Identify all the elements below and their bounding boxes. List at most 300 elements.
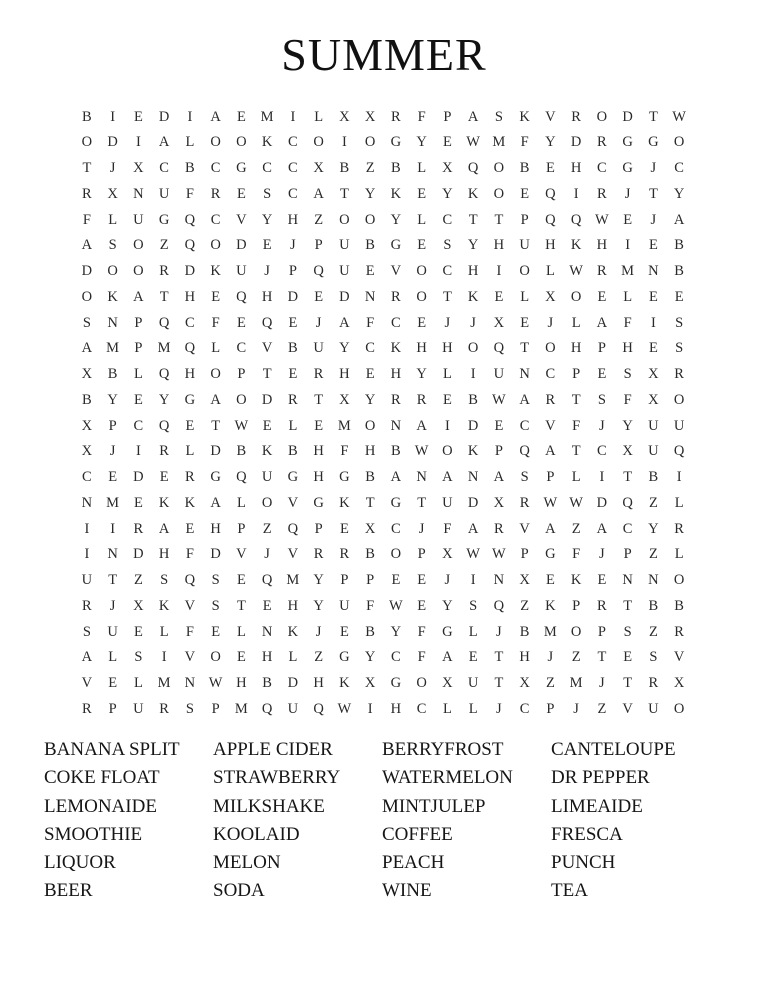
grid-cell: X xyxy=(81,417,93,434)
grid-cell: R xyxy=(82,185,92,202)
grid-cell: A xyxy=(81,237,93,254)
grid-cell: H xyxy=(261,288,273,305)
grid-cell: B xyxy=(674,237,684,254)
grid-cell: G xyxy=(390,237,402,254)
grid-cell: V xyxy=(545,417,556,434)
grid-cell: N xyxy=(416,469,427,486)
grid-cell: T xyxy=(159,288,169,305)
grid-cell: P xyxy=(520,211,529,228)
grid-cell: B xyxy=(339,160,350,177)
grid-cell: N xyxy=(261,623,273,640)
grid-cell: H xyxy=(493,237,505,254)
grid-cell: P xyxy=(237,520,246,537)
grid-cell: I xyxy=(84,520,90,537)
grid-cell: F xyxy=(443,520,452,537)
grid-cell: R xyxy=(597,185,607,202)
word-list-item: TEA xyxy=(551,880,588,902)
grid-cell: N xyxy=(81,494,93,511)
grid-cell: I xyxy=(135,443,141,460)
grid-cell: F xyxy=(366,597,375,614)
grid-cell: V xyxy=(287,546,299,563)
grid-cell: H xyxy=(622,340,633,357)
grid-cell: P xyxy=(623,546,632,563)
grid-cell: T xyxy=(623,469,633,486)
grid-cell: U xyxy=(287,700,299,717)
grid-cell: K xyxy=(390,340,402,357)
grid-cell: X xyxy=(339,108,350,125)
grid-cell: O xyxy=(570,623,582,640)
grid-cell: X xyxy=(442,546,453,563)
grid-cell: O xyxy=(416,288,427,305)
grid-cell: X xyxy=(545,288,556,305)
grid-cell: K xyxy=(339,675,350,692)
grid-cell: S xyxy=(597,391,606,408)
word-list-item: MILKSHAKE xyxy=(213,795,325,817)
grid-cell: J xyxy=(290,237,296,254)
grid-cell: R xyxy=(339,546,350,563)
grid-cell: E xyxy=(545,160,555,177)
grid-cell: E xyxy=(417,237,427,254)
grid-cell: E xyxy=(236,108,246,125)
grid-cell: X xyxy=(648,366,659,383)
grid-cell: X xyxy=(673,675,685,692)
grid-cell: A xyxy=(158,134,170,151)
grid-cell: U xyxy=(133,211,144,228)
grid-cell: Q xyxy=(261,314,273,331)
grid-cell: B xyxy=(107,366,118,383)
grid-cell: E xyxy=(288,366,298,383)
grid-cell: C xyxy=(391,520,401,537)
grid-cell: E xyxy=(494,417,504,434)
grid-cell: D xyxy=(339,288,350,305)
grid-cell: K xyxy=(390,185,402,202)
grid-cell: L xyxy=(417,160,427,177)
grid-cell: H xyxy=(313,443,324,460)
grid-cell: O xyxy=(133,263,144,280)
grid-cell: K xyxy=(545,597,556,614)
grid-cell: O xyxy=(339,211,350,228)
grid-cell: E xyxy=(597,572,607,589)
grid-cell: H xyxy=(313,469,324,486)
grid-cell: P xyxy=(597,340,606,357)
grid-cell: R xyxy=(494,520,504,537)
grid-cell: P xyxy=(340,572,349,589)
grid-cell: O xyxy=(81,288,93,305)
word-list-item: BANANA SPLIT xyxy=(44,739,180,760)
grid-cell: Q xyxy=(184,211,196,228)
grid-cell: Z xyxy=(133,572,143,589)
grid-cell: E xyxy=(108,469,118,486)
grid-cell: R xyxy=(674,520,684,537)
grid-cell: C xyxy=(545,366,556,383)
grid-cell: Y xyxy=(339,340,350,357)
word-list xyxy=(44,736,720,906)
grid-cell: R xyxy=(597,134,607,151)
grid-cell: B xyxy=(674,597,684,614)
word-list-column xyxy=(44,736,213,906)
grid-cell: H xyxy=(158,546,170,563)
grid-cell: U xyxy=(519,237,530,254)
grid-cell: S xyxy=(211,597,220,614)
grid-cell: X xyxy=(648,391,659,408)
grid-cell: X xyxy=(339,391,350,408)
grid-cell: G xyxy=(545,546,556,563)
grid-cell: G xyxy=(390,134,402,151)
grid-cell: P xyxy=(237,366,246,383)
grid-cell: Z xyxy=(648,623,658,640)
grid-cell: X xyxy=(133,160,144,177)
grid-cell: Y xyxy=(313,597,324,614)
word-list-item: LIQUOR xyxy=(44,852,116,874)
grid-cell: J xyxy=(264,546,270,563)
grid-cell: B xyxy=(391,160,401,177)
grid-cell: S xyxy=(623,366,632,383)
grid-cell: W xyxy=(569,494,583,511)
grid-cell: R xyxy=(210,185,221,202)
grid-cell: S xyxy=(443,237,452,254)
grid-cell: E xyxy=(494,288,504,305)
grid-cell: R xyxy=(674,623,684,640)
grid-cell: W xyxy=(466,134,480,151)
grid-cell: O xyxy=(570,288,582,305)
grid-cell: O xyxy=(261,494,273,511)
grid-cell: D xyxy=(467,417,479,434)
grid-cell: S xyxy=(469,597,478,614)
word-list-item: COKE FLOAT xyxy=(44,767,160,789)
grid-cell: S xyxy=(263,185,272,202)
grid-cell: T xyxy=(211,417,221,434)
grid-cell: Q xyxy=(570,211,582,228)
grid-cell: Q xyxy=(313,700,324,717)
word-list-item: LIMEAIDE xyxy=(551,795,643,817)
word-list-item: CANTELOUPE xyxy=(551,739,676,760)
grid-cell: E xyxy=(133,391,143,408)
grid-cell: O xyxy=(673,700,685,717)
grid-cell: R xyxy=(571,108,581,125)
grid-cell: U xyxy=(261,469,273,486)
grid-cell: I xyxy=(650,314,656,331)
grid-cell: U xyxy=(339,237,350,254)
grid-cell: P xyxy=(288,263,297,280)
grid-cell: S xyxy=(82,314,91,331)
grid-cell: P xyxy=(520,546,529,563)
grid-cell: H xyxy=(570,340,582,357)
grid-cell: K xyxy=(261,443,273,460)
grid-cell: T xyxy=(494,211,504,228)
grid-cell: R xyxy=(185,469,195,486)
grid-cell: L xyxy=(236,494,246,511)
word-list-item: PUNCH xyxy=(551,852,616,874)
grid-cell: D xyxy=(596,494,608,511)
grid-cell: F xyxy=(417,108,426,125)
grid-cell: F xyxy=(417,623,426,640)
grid-cell: H xyxy=(210,520,221,537)
grid-cell: N xyxy=(648,572,659,589)
grid-cell: E xyxy=(288,314,298,331)
grid-cell: E xyxy=(211,288,221,305)
grid-cell: H xyxy=(184,366,196,383)
grid-cell: I xyxy=(496,263,502,280)
grid-cell: B xyxy=(365,469,375,486)
grid-cell: E xyxy=(442,391,452,408)
grid-cell: R xyxy=(133,520,144,537)
grid-cell: J xyxy=(496,623,502,640)
word-list-item: COFFEE xyxy=(382,823,453,845)
grid-cell: S xyxy=(134,649,143,666)
grid-cell: C xyxy=(442,211,453,228)
grid-cell: A xyxy=(596,314,608,331)
grid-cell: B xyxy=(82,391,92,408)
grid-cell: J xyxy=(444,314,451,331)
grid-cell: W xyxy=(492,546,506,563)
grid-cell: V xyxy=(81,675,93,692)
grid-cell: P xyxy=(572,597,581,614)
grid-cell: Y xyxy=(313,572,324,589)
grid-cell: W xyxy=(492,391,506,408)
grid-cell: R xyxy=(288,391,298,408)
grid-cell: G xyxy=(339,469,350,486)
word-list-item: STRAWBERRY xyxy=(213,767,341,789)
grid-cell: C xyxy=(159,160,169,177)
grid-cell: W xyxy=(337,700,352,717)
grid-cell: J xyxy=(496,700,502,717)
grid-cell: V xyxy=(236,211,247,228)
grid-cell: Q xyxy=(158,417,170,434)
grid-cell: Z xyxy=(159,237,169,254)
grid-cell: I xyxy=(110,108,116,125)
grid-cell: M xyxy=(492,134,506,151)
grid-cell: E xyxy=(236,649,246,666)
grid-cell: P xyxy=(494,443,503,460)
grid-cell: J xyxy=(444,572,451,589)
grid-cell: V xyxy=(236,546,247,563)
grid-cell: L xyxy=(674,546,684,563)
grid-cell: O xyxy=(673,134,685,151)
grid-cell: C xyxy=(519,417,530,434)
grid-cell: S xyxy=(160,572,169,589)
grid-cell: A xyxy=(339,314,350,331)
grid-cell: H xyxy=(545,237,556,254)
grid-cell: E xyxy=(545,572,555,589)
grid-cell: A xyxy=(545,520,556,537)
grid-cell: P xyxy=(597,623,606,640)
grid-cell: Y xyxy=(364,391,376,408)
grid-cell: L xyxy=(108,211,118,228)
grid-cell: K xyxy=(570,572,582,589)
grid-cell: O xyxy=(364,417,376,434)
grid-cell: Y xyxy=(261,211,273,228)
grid-cell: S xyxy=(211,572,220,589)
grid-cell: D xyxy=(107,134,118,151)
word-list-item: LEMONAIDE xyxy=(44,795,157,817)
grid-cell: Y xyxy=(442,597,453,614)
grid-cell: C xyxy=(674,160,684,177)
grid-cell: G xyxy=(390,675,402,692)
grid-cell: T xyxy=(571,391,581,408)
word-list-column xyxy=(382,736,551,906)
grid-cell: D xyxy=(210,443,221,460)
grid-cell: D xyxy=(184,263,196,280)
grid-cell: L xyxy=(185,443,195,460)
grid-cell: L xyxy=(442,700,452,717)
grid-cell: Q xyxy=(236,469,247,486)
grid-cell: G xyxy=(648,134,659,151)
grid-cell: V xyxy=(184,597,196,614)
grid-cell: A xyxy=(519,391,530,408)
grid-cell: N xyxy=(390,417,402,434)
grid-cell: I xyxy=(84,546,90,563)
grid-cell: B xyxy=(185,160,195,177)
grid-cell: X xyxy=(313,160,324,177)
grid-cell: E xyxy=(262,237,272,254)
grid-cell: L xyxy=(159,623,169,640)
grid-cell: C xyxy=(597,443,607,460)
grid-cell: H xyxy=(570,160,582,177)
grid-cell: T xyxy=(236,597,246,614)
word-list-column xyxy=(213,736,382,906)
grid-cell: T xyxy=(262,366,272,383)
grid-cell: R xyxy=(159,263,169,280)
grid-cell: O xyxy=(442,443,453,460)
grid-cell: D xyxy=(261,391,273,408)
word-list-item: SMOOTHIE xyxy=(44,823,143,845)
grid-cell: T xyxy=(623,597,633,614)
grid-cell: U xyxy=(442,494,453,511)
grid-cell: I xyxy=(367,700,373,717)
grid-cell: Q xyxy=(545,211,556,228)
grid-cell: R xyxy=(313,366,324,383)
grid-cell: L xyxy=(288,417,298,434)
grid-cell: O xyxy=(519,263,530,280)
grid-cell: M xyxy=(106,340,120,357)
grid-cell: O xyxy=(364,134,376,151)
grid-cell: L xyxy=(108,649,118,666)
grid-cell: Y xyxy=(622,417,633,434)
grid-cell: F xyxy=(82,211,91,228)
grid-cell: Q xyxy=(261,700,273,717)
grid-cell: I xyxy=(135,134,141,151)
grid-cell: K xyxy=(339,494,350,511)
grid-cell: Z xyxy=(262,520,272,537)
grid-cell: M xyxy=(157,675,171,692)
grid-cell: I xyxy=(470,366,476,383)
grid-cell: F xyxy=(572,546,581,563)
grid-cell: H xyxy=(287,211,299,228)
grid-cell: D xyxy=(81,263,93,280)
grid-cell: K xyxy=(210,263,221,280)
grid-cell: J xyxy=(470,314,476,331)
grid-cell: G xyxy=(287,469,299,486)
grid-cell: X xyxy=(81,366,93,383)
grid-cell: C xyxy=(597,160,607,177)
grid-cell: B xyxy=(365,546,375,563)
grid-cell: I xyxy=(470,572,476,589)
grid-cell: B xyxy=(468,391,478,408)
grid-cell: O xyxy=(236,391,247,408)
grid-cell: C xyxy=(185,314,195,331)
grid-cell: Z xyxy=(365,160,375,177)
grid-cell: K xyxy=(467,185,479,202)
grid-cell: B xyxy=(288,443,298,460)
grid-cell: Q xyxy=(236,288,247,305)
grid-cell: F xyxy=(340,443,349,460)
grid-cell: H xyxy=(390,700,402,717)
grid-cell: F xyxy=(185,185,194,202)
grid-cell: V xyxy=(519,520,530,537)
word-list-column xyxy=(551,736,720,906)
grid-cell: J xyxy=(599,675,605,692)
grid-cell: B xyxy=(82,108,92,125)
grid-cell: L xyxy=(571,314,581,331)
grid-cell: T xyxy=(468,211,478,228)
grid-cell: H xyxy=(390,366,402,383)
word-list-item: BERRYFROST xyxy=(382,739,504,760)
grid-cell: I xyxy=(187,108,193,125)
grid-cell: U xyxy=(648,700,659,717)
grid-cell: E xyxy=(648,288,658,305)
grid-cell: L xyxy=(520,288,530,305)
grid-cell: U xyxy=(313,340,324,357)
grid-cell: L xyxy=(211,340,221,357)
word-list-item: KOOLAID xyxy=(213,823,300,845)
grid-cell: U xyxy=(648,417,659,434)
grid-cell: E xyxy=(133,108,143,125)
grid-cell: Q xyxy=(184,237,196,254)
grid-cell: Y xyxy=(648,520,659,537)
grid-cell: L xyxy=(545,263,555,280)
grid-cell: B xyxy=(288,340,298,357)
grid-cell: R xyxy=(313,546,324,563)
grid-cell: K xyxy=(158,494,170,511)
grid-cell: W xyxy=(389,597,403,614)
grid-cell: W xyxy=(234,417,249,434)
grid-cell: Q xyxy=(493,597,505,614)
grid-cell: L xyxy=(133,675,143,692)
grid-cell: L xyxy=(185,134,195,151)
grid-cell: O xyxy=(236,134,247,151)
grid-cell: C xyxy=(210,160,221,177)
grid-cell: E xyxy=(211,623,221,640)
grid-cell: V xyxy=(390,263,402,280)
grid-cell: B xyxy=(648,597,659,614)
grid-cell: X xyxy=(133,597,144,614)
grid-cell: S xyxy=(649,649,658,666)
grid-cell: V xyxy=(261,340,273,357)
grid-cell: U xyxy=(648,443,659,460)
grid-cell: F xyxy=(623,391,632,408)
grid-cell: T xyxy=(417,494,427,511)
grid-cell: E xyxy=(623,211,633,228)
grid-cell: P xyxy=(546,469,555,486)
grid-cell: N xyxy=(364,288,376,305)
grid-cell: I xyxy=(444,417,450,434)
grid-cell: G xyxy=(184,391,196,408)
grid-cell: N xyxy=(493,572,505,589)
grid-cell: O xyxy=(545,340,556,357)
grid-cell: H xyxy=(467,263,479,280)
grid-cell: E xyxy=(417,314,427,331)
grid-cell: W xyxy=(595,211,609,228)
grid-cell: R xyxy=(416,391,427,408)
grid-cell: M xyxy=(621,263,635,280)
grid-cell: V xyxy=(545,108,556,125)
grid-cell: R xyxy=(82,597,92,614)
grid-cell: C xyxy=(288,134,298,151)
grid-cell: E xyxy=(674,288,684,305)
grid-cell: E xyxy=(623,649,633,666)
grid-cell: A xyxy=(81,340,93,357)
grid-cell: H xyxy=(236,675,247,692)
